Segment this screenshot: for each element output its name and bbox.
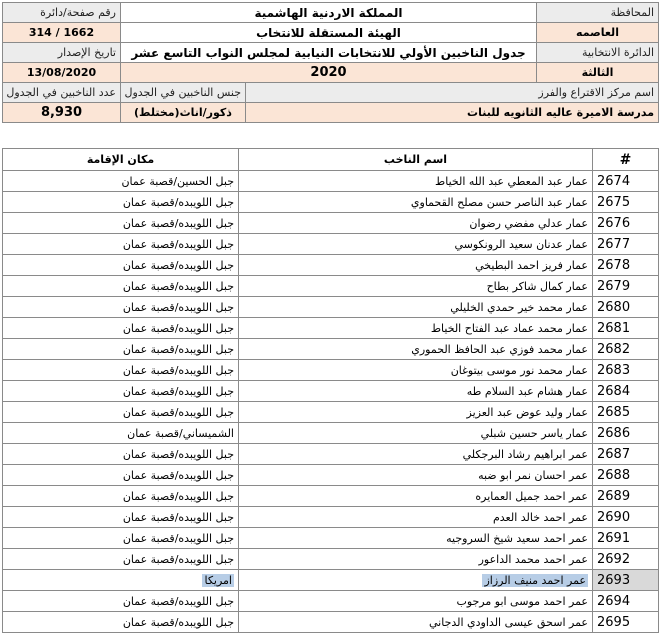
- table-row: [3, 381, 659, 402]
- voter-name: [239, 255, 593, 276]
- voter-name: [239, 234, 593, 255]
- row-number: 2685: [593, 402, 659, 423]
- row-number: 2695: [593, 612, 659, 633]
- residence-text: جبل اللويبده/قصبة عمان: [122, 258, 234, 272]
- row-number: 2689: [593, 486, 659, 507]
- residence: [3, 549, 239, 570]
- voter-name-text: عمار عدنان سعيد الرونكوسي: [454, 237, 588, 251]
- voter-name-text: عمار عبد الناصر حسن مصلح القحماوي: [410, 195, 588, 209]
- table-row: [3, 402, 659, 423]
- residence: [3, 276, 239, 297]
- polling-center-label: اسم مركز الاقتراع والفرز: [246, 83, 659, 103]
- residence-text: جبل اللويبده/قصبة عمان: [122, 594, 234, 608]
- row-number: 2676: [593, 213, 659, 234]
- residence: [3, 234, 239, 255]
- residence-text: جبل اللويبده/قصبة عمان: [122, 342, 234, 356]
- voter-name: [239, 612, 593, 633]
- residence: [3, 612, 239, 633]
- table-row: [3, 423, 659, 444]
- table-row: [3, 297, 659, 318]
- voter-name-text: عمر احسان نمر ابو ضبه: [478, 468, 588, 482]
- voter-name: [239, 213, 593, 234]
- row-number: 2679: [593, 276, 659, 297]
- table-row: [3, 318, 659, 339]
- voter-name-text: عمار عبد المعطي عبد الله الخياط: [435, 174, 588, 188]
- polling-center-value: مدرسة الاميرة عاليه الثانويه للبنات: [246, 103, 659, 123]
- table-row: [3, 276, 659, 297]
- column-header-number: #: [593, 149, 659, 171]
- voter-name-text: عمار محمد فوزي عبد الحافظ الحموري: [411, 342, 588, 356]
- residence-text: جبل اللويبده/قصبة عمان: [122, 384, 234, 398]
- voter-name-text: عمر احمد محمد الداعور: [478, 552, 588, 566]
- voter-count-value: 8,930: [3, 103, 121, 123]
- residence-text: جبل اللويبده/قصبة عمان: [122, 447, 234, 461]
- voter-name-text: عمر احمد منيف الرزاز: [484, 573, 586, 587]
- voter-name: [239, 591, 593, 612]
- table-row: [3, 255, 659, 276]
- voter-name-text: عمر اسحق عيسى الداودي الدجاني: [428, 615, 588, 629]
- residence-text: جبل اللويبده/قصبة عمان: [122, 363, 234, 377]
- voter-name: [239, 507, 593, 528]
- residence: [3, 570, 239, 591]
- row-number: 2694: [593, 591, 659, 612]
- table-row: [3, 171, 659, 192]
- column-header-residence: مكان الإقامة: [3, 149, 239, 171]
- kingdom-title: المملكة الاردنية الهاشمية: [121, 3, 537, 23]
- voter-count-label: عدد الناخبين في الجدول: [3, 83, 121, 103]
- voter-name: [239, 528, 593, 549]
- residence: [3, 297, 239, 318]
- row-number: 2677: [593, 234, 659, 255]
- residence-text: جبل اللويبده/قصبة عمان: [122, 510, 234, 524]
- table-row: [3, 612, 659, 633]
- residence-text: جبل اللويبده/قصبة عمان: [122, 552, 234, 566]
- residence-text: جبل اللويبده/قصبة عمان: [122, 300, 234, 314]
- residence: [3, 213, 239, 234]
- residence-text: جبل اللويبده/قصبة عمان: [122, 279, 234, 293]
- voter-name-text: عمار محمد عماد عبد الفتاح الخياط: [430, 321, 588, 335]
- row-number: 2681: [593, 318, 659, 339]
- district-value: الثالثة: [537, 63, 659, 83]
- table-row: [3, 528, 659, 549]
- page-number-value: 314 / 1662: [3, 23, 121, 43]
- row-number: 2691: [593, 528, 659, 549]
- residence: [3, 255, 239, 276]
- table-row: [3, 192, 659, 213]
- gender-value: ذكور/اناث(مختلط): [121, 103, 246, 123]
- row-number: 2683: [593, 360, 659, 381]
- residence-text: جبل اللويبده/قصبة عمان: [122, 237, 234, 251]
- voter-name: [239, 465, 593, 486]
- voter-name-text: عمار كمال شاكر بطاح: [486, 279, 588, 293]
- election-year: 2020: [121, 63, 537, 83]
- voter-name: [239, 276, 593, 297]
- voter-name-text: عمار هشام عبد السلام طه: [466, 384, 588, 398]
- voter-name: [239, 444, 593, 465]
- voter-name-text: عمار محمد نور موسى بيتوغان: [450, 363, 588, 377]
- residence-text: جبل اللويبده/قصبة عمان: [122, 195, 234, 209]
- voter-name: [239, 297, 593, 318]
- residence-text: جبل اللويبده/قصبة عمان: [122, 405, 234, 419]
- voter-name: [239, 570, 593, 591]
- table-row: [3, 507, 659, 528]
- residence-text: جبل اللويبده/قصبة عمان: [122, 531, 234, 545]
- voter-name-text: عمار ياسر حسين شبلي: [480, 426, 588, 440]
- page-number-label: رقم صفحة/دائرة: [3, 3, 121, 23]
- residence-text: جبل اللويبده/قصبة عمان: [122, 216, 234, 230]
- residence: [3, 360, 239, 381]
- table-row: [3, 465, 659, 486]
- residence: [3, 465, 239, 486]
- voter-name: [239, 381, 593, 402]
- voter-name: [239, 360, 593, 381]
- voter-name: [239, 318, 593, 339]
- district-label: الدائرة الانتخابية: [537, 43, 659, 63]
- commission-title: الهيئة المستقلة للانتخاب: [121, 23, 537, 43]
- row-number: 2686: [593, 423, 659, 444]
- table-row: [3, 570, 659, 591]
- governorate-label: المحافظة: [537, 3, 659, 23]
- row-number: 2678: [593, 255, 659, 276]
- voter-table: [2, 148, 659, 633]
- header-table: [2, 2, 659, 123]
- table-row: [3, 213, 659, 234]
- issue-date-value: 13/08/2020: [3, 63, 121, 83]
- residence: [3, 591, 239, 612]
- residence-text: جبل اللويبده/قصبة عمان: [122, 615, 234, 629]
- table-row: [3, 339, 659, 360]
- voter-name: [239, 486, 593, 507]
- row-number: 2692: [593, 549, 659, 570]
- voter-name-text: عمار وليد عوض عبد العزيز: [466, 405, 588, 419]
- voter-name: [239, 423, 593, 444]
- table-row: [3, 444, 659, 465]
- voter-name-text: عمر احمد موسى ابو مرجوب: [456, 594, 588, 608]
- gender-label: جنس الناخبين في الجدول: [121, 83, 246, 103]
- residence: [3, 423, 239, 444]
- voter-name: [239, 192, 593, 213]
- voter-name: [239, 549, 593, 570]
- residence: [3, 486, 239, 507]
- governorate-value: العاصمه: [537, 23, 659, 43]
- residence: [3, 339, 239, 360]
- row-number: 2674: [593, 171, 659, 192]
- row-number: 2680: [593, 297, 659, 318]
- row-number: 2682: [593, 339, 659, 360]
- residence-text: الشميساني/قصبة عمان: [127, 426, 234, 440]
- residence-text: جبل الحسين/قصبة عمان: [121, 174, 234, 188]
- residence-text: جبل اللويبده/قصبة عمان: [122, 321, 234, 335]
- row-number: 2693: [593, 570, 659, 591]
- residence: [3, 528, 239, 549]
- table-row: [3, 360, 659, 381]
- table-row: [3, 234, 659, 255]
- voter-name-text: عمار فريز احمد البطيخي: [475, 258, 588, 272]
- residence-text: جبل اللويبده/قصبة عمان: [122, 468, 234, 482]
- row-number: 2687: [593, 444, 659, 465]
- row-number: 2688: [593, 465, 659, 486]
- voter-name-text: عمر احمد خالد العدم: [492, 510, 588, 524]
- row-number: 2675: [593, 192, 659, 213]
- table-row: [3, 591, 659, 612]
- list-title: جدول الناخبين الأولي للانتخابات النيابية لمجلس النواب التاسع عشر: [121, 43, 537, 63]
- residence: [3, 507, 239, 528]
- voter-name-text: عمر احمد سعيد شيخ السروجيه: [446, 531, 588, 545]
- voter-name-text: عمر ابراهيم رشاد البرجكلي: [462, 447, 588, 461]
- residence: [3, 171, 239, 192]
- residence: [3, 318, 239, 339]
- voter-name-text: عمر احمد جميل العمايره: [475, 489, 588, 503]
- residence: [3, 192, 239, 213]
- row-number: 2684: [593, 381, 659, 402]
- voter-name-text: عمار محمد خير حمدي الخليلي: [450, 300, 588, 314]
- residence-text: امريكا: [204, 573, 232, 587]
- residence: [3, 444, 239, 465]
- residence: [3, 381, 239, 402]
- table-row: [3, 486, 659, 507]
- voter-name: [239, 402, 593, 423]
- table-row: [3, 549, 659, 570]
- residence: [3, 402, 239, 423]
- voter-name: [239, 171, 593, 192]
- issue-date-label: تاريخ الإصدار: [3, 43, 121, 63]
- residence-text: جبل اللويبده/قصبة عمان: [122, 489, 234, 503]
- voter-name: [239, 339, 593, 360]
- row-number: 2690: [593, 507, 659, 528]
- column-header-name: اسم الناخب: [239, 149, 593, 171]
- voter-name-text: عمار عدلي مفضي رضوان: [469, 216, 588, 230]
